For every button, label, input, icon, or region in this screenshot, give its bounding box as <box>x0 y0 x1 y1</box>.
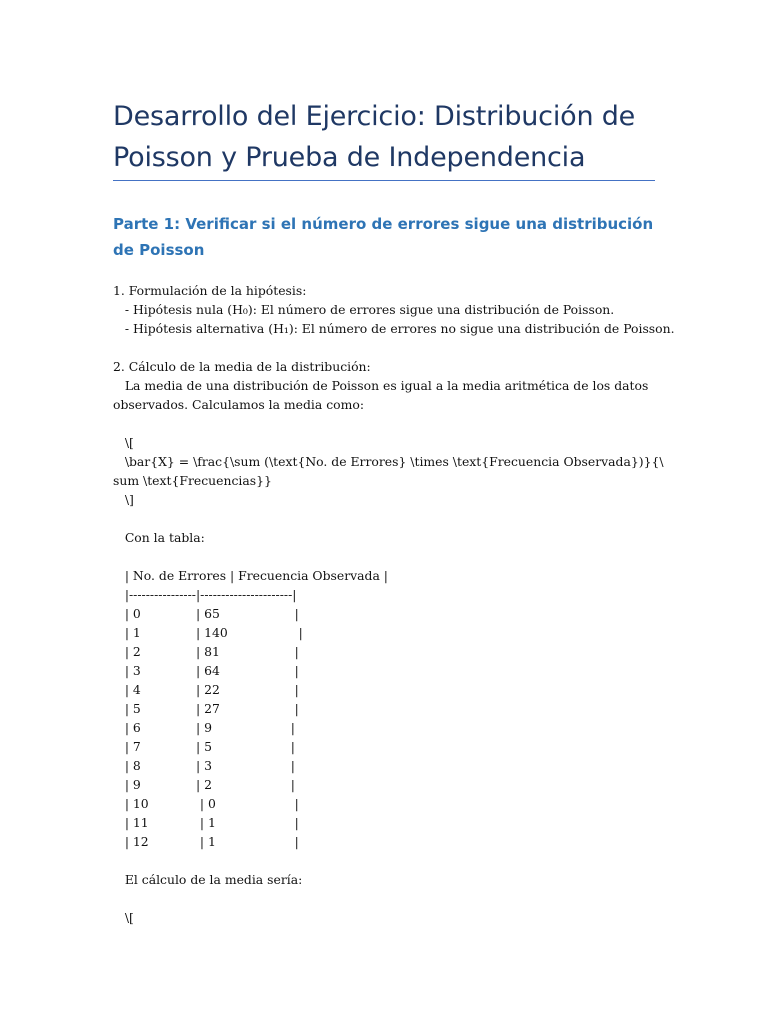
body-line: | 7 | 5 | <box>113 739 295 754</box>
body-line <box>113 338 658 357</box>
body-line: - Hipótesis nula (H₀): El número de errores sigue una distribución de Poisson. <box>113 302 615 317</box>
body-line: | 9 | 2 | <box>113 777 295 792</box>
body-line: \] <box>113 492 134 507</box>
body-line: | 5 | 27 | <box>113 701 299 716</box>
body-line: Con la tabla: <box>113 530 205 545</box>
body-line: | 12 | 1 | <box>113 834 299 849</box>
body-line <box>113 851 658 870</box>
body-line: | 0 | 65 | <box>113 606 299 621</box>
section-heading: Parte 1: Verificar si el número de errores sigue una distribución de Poisson <box>113 215 654 259</box>
body-line <box>113 509 658 528</box>
body-line: sum \text{Frecuencias}} <box>113 473 272 488</box>
body-line: - Hipótesis alternativa (H₁): El número de errores no sigue una distribución de Poisson. <box>113 321 675 336</box>
body-line: \[ <box>113 910 134 925</box>
body-line: \[ <box>113 435 134 450</box>
body-line <box>113 547 658 566</box>
body-line: observados. Calculamos la media como: <box>113 397 365 412</box>
body-line: | 11 | 1 | <box>113 815 299 830</box>
body-line: | 8 | 3 | <box>113 758 295 773</box>
title-underline <box>113 180 655 181</box>
body-line <box>113 414 658 433</box>
body-line: | 3 | 64 | <box>113 663 299 678</box>
body-line: El cálculo de la media sería: <box>113 872 303 887</box>
body-line: 1. Formulación de la hipótesis: <box>113 283 307 298</box>
document-title: Desarrollo del Ejercicio: Distribución de Poisson y Prueba de Independencia <box>113 101 636 173</box>
body-line <box>113 889 658 908</box>
body-line: 2. Cálculo de la media de la distribución: <box>113 359 371 374</box>
body-line: |----------------|----------------------| <box>113 587 297 602</box>
body-line: \bar{X} = \frac{\sum (\text{No. de Errores} \times \text{Frecuencia Observada})}{\ <box>113 454 664 469</box>
body-line: La media de una distribución de Poisson es igual a la media aritmética de los datos <box>113 378 649 393</box>
body-line: | 2 | 81 | <box>113 644 299 659</box>
body-line: | 6 | 9 | <box>113 720 295 735</box>
body-line: | 1 | 140 | <box>113 625 303 640</box>
body-line: | 4 | 22 | <box>113 682 299 697</box>
body-line: | 10 | 0 | <box>113 796 299 811</box>
body-line: | No. de Errores | Frecuencia Observada | <box>113 568 388 583</box>
document-body <box>113 281 675 927</box>
